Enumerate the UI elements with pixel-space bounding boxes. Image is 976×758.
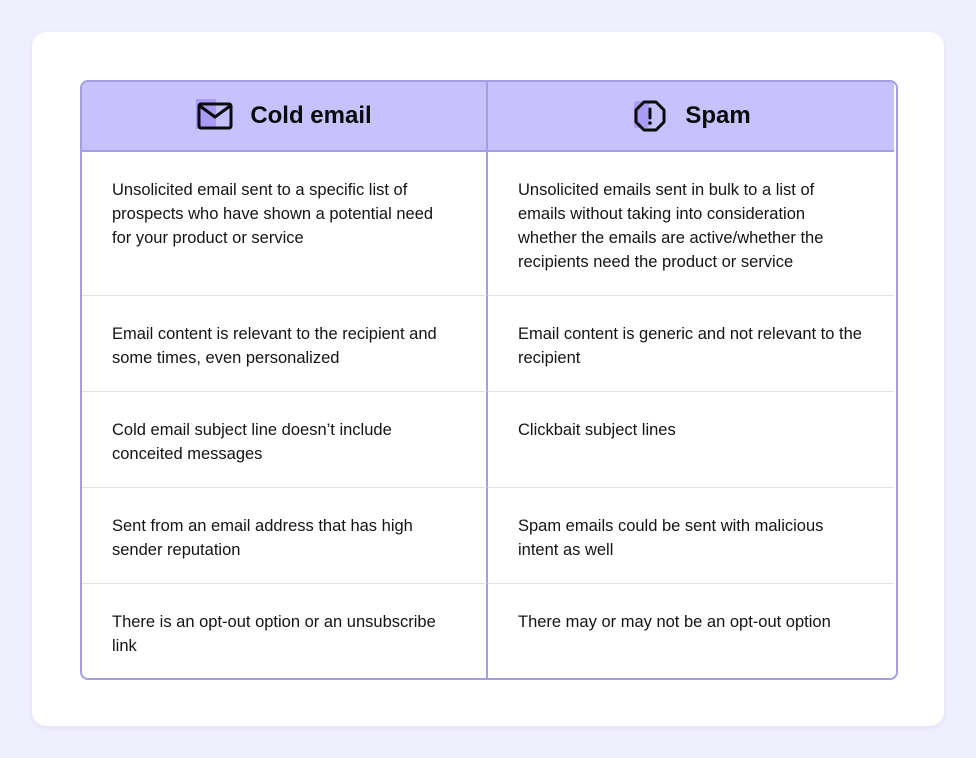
cold-email-header [82,82,488,152]
cold-email-title: Cold email [250,102,372,129]
cold-email-cell: Email content is relevant to the recipient and some times, even personalized [82,296,488,392]
envelope-icon [196,97,234,135]
spam-cell: Email content is generic and not relevant to the recipient [488,296,894,392]
comparison-table [80,80,898,680]
spam-cell: There may or may not be an opt-out option [518,613,831,631]
spam-title: Spam [685,102,751,129]
spam-cell: Unsolicited emails sent in bulk to a list of emails without taking into consideration whether the emails are active/whether the recipients need the product or service [488,152,894,296]
spam-cell: Spam emails could be sent with malicious intent as well [488,488,894,584]
cold-email-cell: There is an opt-out option or an unsubscribe link [82,584,488,678]
cold-email-cell: Cold email subject line doesn’t include conceited messages [82,392,488,488]
octagon-alert-icon [631,97,669,135]
spam-header [488,82,894,152]
cold-email-cell: Unsolicited email sent to a specific list of prospects who have shown a potential need for your product or service [82,152,488,296]
spam-cell: Clickbait subject lines [488,392,894,488]
cold-email-cell: Sent from an email address that has high sender reputation [82,488,488,584]
comparison-card [32,32,944,726]
